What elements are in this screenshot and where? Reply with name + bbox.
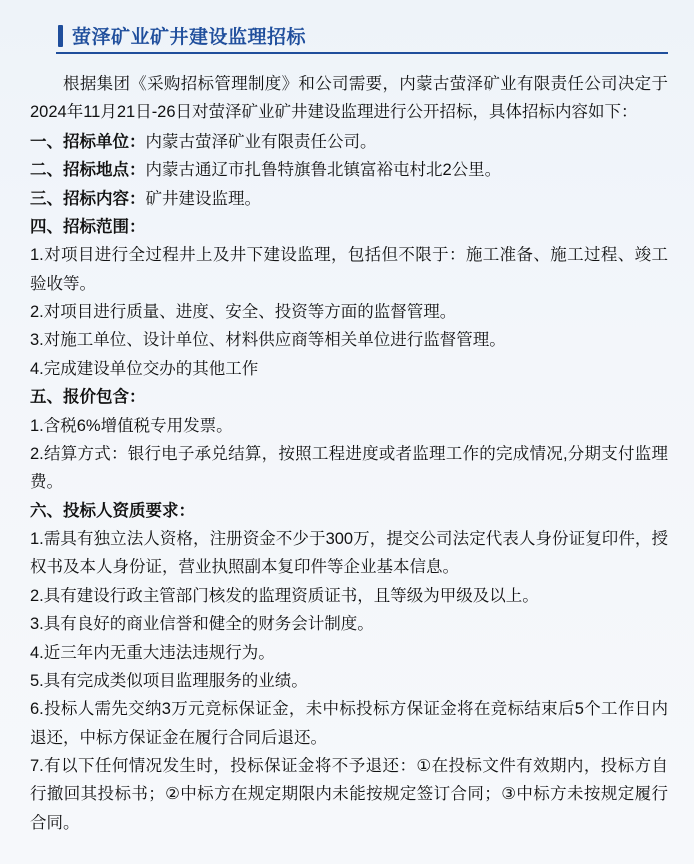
section-6-item-2: 2.具有建设行政主管部门核发的监理资质证书，且等级为甲级及以上。 — [30, 586, 539, 605]
section-4-item-4: 4.完成建设单位交办的其他工作 — [30, 359, 259, 378]
section-value-2: 内蒙古通辽市扎鲁特旗鲁北镇富裕屯村北2公里。 — [145, 161, 502, 180]
section-label-5: 五、报价包含： — [30, 388, 146, 407]
intro-paragraph: 根据集团《采购招标管理制度》和公司需要，内蒙古萤泽矿业有限责任公司决定于2024年11月21日-26日对萤泽矿业矿井建设监理进行公开招标，具体招标内容如下： — [30, 75, 668, 122]
page-title: 萤泽矿业矿井建设监理招标 — [72, 27, 307, 48]
section-label-3: 三、招标内容： — [30, 189, 146, 208]
section-heading-4 — [30, 213, 668, 241]
section-value-1: 内蒙古萤泽矿业有限责任公司。 — [145, 132, 377, 151]
document-body — [18, 70, 676, 837]
section-6-item-6: 6.投标人需先交纳3万元竞标保证金，未中标投标方保证金将在竞标结束后5个工作日内退还，中标方保证金在履行合同后退还。 — [30, 700, 668, 747]
section-label-4: 四、招标范围： — [30, 217, 146, 236]
section-heading-6 — [30, 497, 668, 525]
section-5-item-2: 2.结算方式：银行电子承兑结算，按照工程进度或者监理工作的完成情况,分期支付监理费。 — [30, 444, 668, 492]
section-4-item-3: 3.对施工单位、设计单位、材料供应商等相关单位进行监督管理。 — [30, 331, 506, 350]
section-heading-1 — [30, 128, 668, 156]
section-label-6: 六、投标人资质要求： — [30, 501, 195, 520]
section-heading-3 — [30, 185, 668, 213]
title-underline — [56, 52, 668, 54]
section-label-1: 一、招标单位： — [30, 132, 146, 151]
section-4-item-1: 1.对项目进行全过程井上及井下建设监理，包括但不限于：施工准备、施工过程、竣工验收等。 — [30, 246, 668, 293]
section-6-item-4: 4.近三年内无重大违法违规行为。 — [30, 643, 275, 662]
section-6-item-7: 7.有以下任何情况发生时，投标保证金将不予退还：①在投标文件有效期内，投标方自行撤回其投标书；②中标方在规定期限内未能按规定签订合同；③中标方未按规定履行合同。 — [30, 757, 668, 832]
document-page — [0, 22, 694, 864]
section-6-item-1: 1.需具有独立法人资格，注册资金不少于300万，提交公司法定代表人身份证复印件，授权书及本人身份证，营业执照副本复印件等企业基本信息。 — [30, 530, 668, 577]
section-heading-5 — [30, 383, 668, 411]
title-accent-bar — [58, 25, 63, 47]
document-title-block — [18, 22, 676, 56]
section-6-item-5: 5.具有完成类似项目监理服务的业绩。 — [30, 671, 308, 690]
section-value-3: 矿井建设监理。 — [145, 189, 261, 208]
section-heading-2 — [30, 156, 668, 184]
section-6-item-3: 3.具有良好的商业信誉和健全的财务会计制度。 — [30, 615, 374, 634]
section-label-2: 二、招标地点： — [30, 161, 146, 180]
section-5-item-1: 1.含税6%增值税专用发票。 — [30, 416, 233, 435]
section-4-item-2: 2.对项目进行质量、进度、安全、投资等方面的监督管理。 — [30, 303, 457, 321]
